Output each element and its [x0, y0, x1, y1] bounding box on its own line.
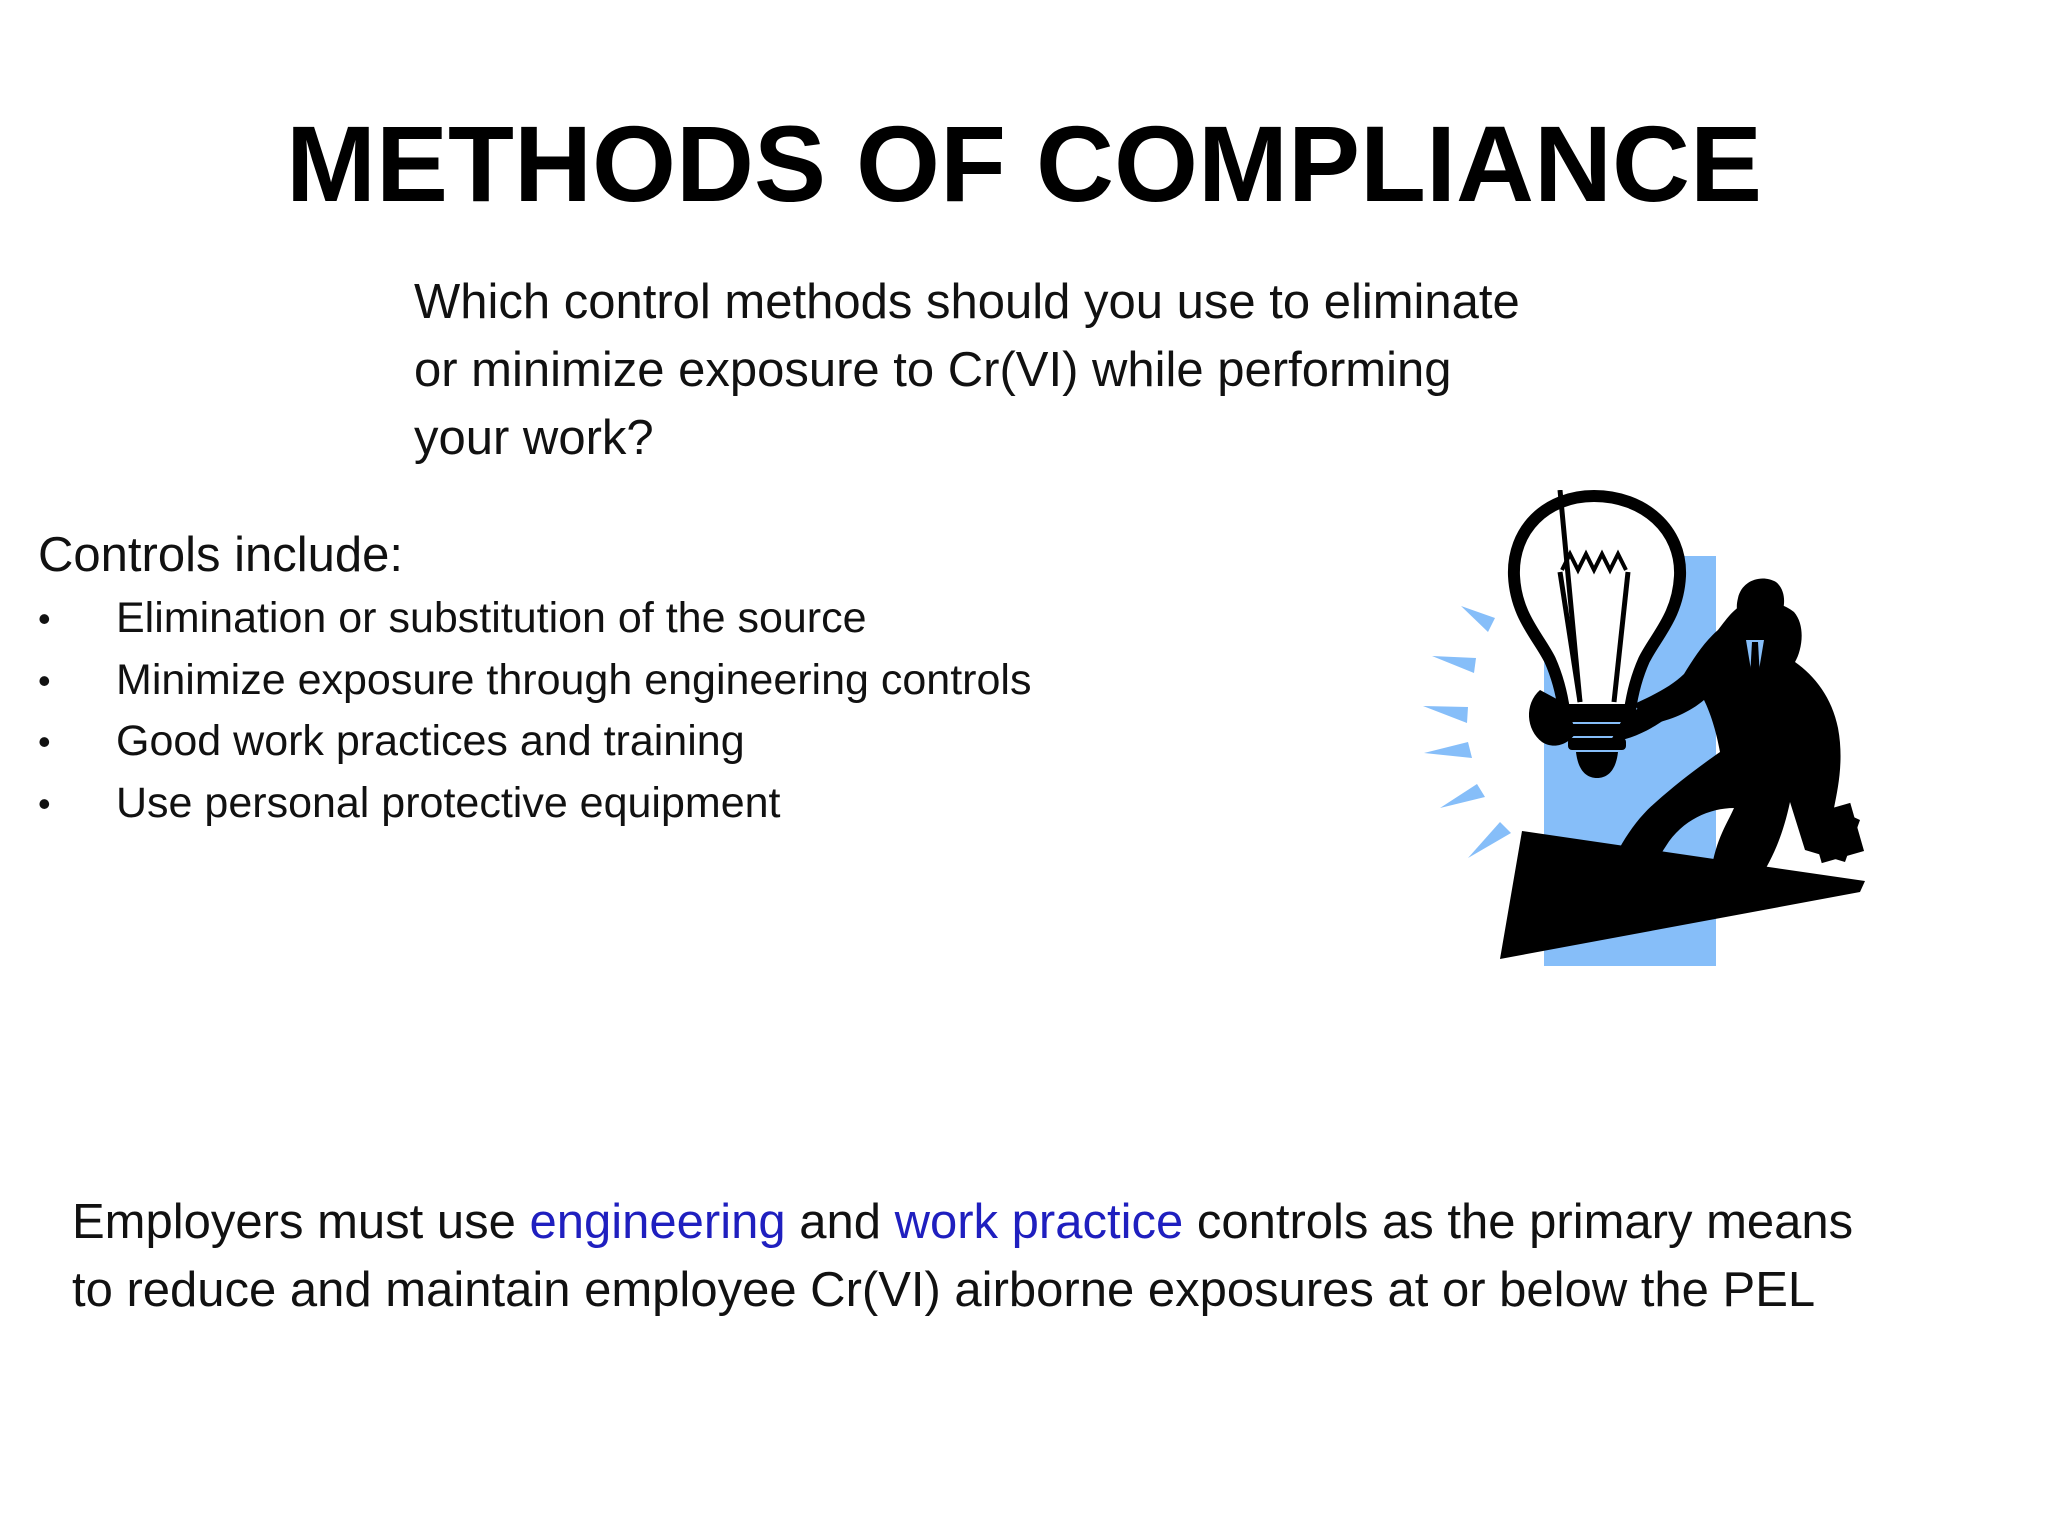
- list-item-text: Elimination or substitution of the source: [116, 594, 867, 642]
- list-item-text: Good work practices and training: [116, 717, 745, 765]
- footer-text: controls as the primary means: [1183, 1195, 1854, 1249]
- list-item: [38, 773, 1238, 835]
- footer-text: and: [785, 1195, 895, 1249]
- footer-text: Employers must use: [72, 1195, 530, 1249]
- controls-heading: Controls include:: [38, 528, 403, 582]
- question-text: [414, 268, 1694, 472]
- bullet-icon: •: [38, 782, 51, 824]
- list-item: [38, 588, 1238, 650]
- list-item: [38, 650, 1238, 712]
- controls-list: [38, 588, 1238, 834]
- list-item-text: Minimize exposure through engineering controls: [116, 655, 1032, 704]
- slide-title: METHODS OF COMPLIANCE: [286, 103, 1762, 224]
- list-item-text: Use personal protective equipment: [116, 778, 781, 827]
- controls-section: [38, 522, 1238, 834]
- question-line: your work?: [414, 411, 654, 465]
- question-line: Which control methods should you use to eliminate: [414, 275, 1520, 329]
- footer-line-2: to reduce and maintain employee Cr(VI) airborne exposures at or below the PEL: [72, 1263, 1816, 1317]
- highlight-engineering: engineering: [529, 1195, 786, 1249]
- bullet-icon: •: [38, 659, 51, 701]
- question-line: or minimize exposure to Cr(VI) while performing: [414, 343, 1452, 397]
- highlight-work-practice: work practice: [894, 1195, 1184, 1249]
- businessman-lightbulb-icon: [1420, 490, 1900, 980]
- bullet-icon: •: [38, 721, 51, 762]
- footer-line-1: [72, 1188, 2032, 1256]
- list-item: [38, 711, 1238, 773]
- footer-statement: [72, 1188, 2032, 1324]
- bullet-icon: •: [38, 598, 51, 639]
